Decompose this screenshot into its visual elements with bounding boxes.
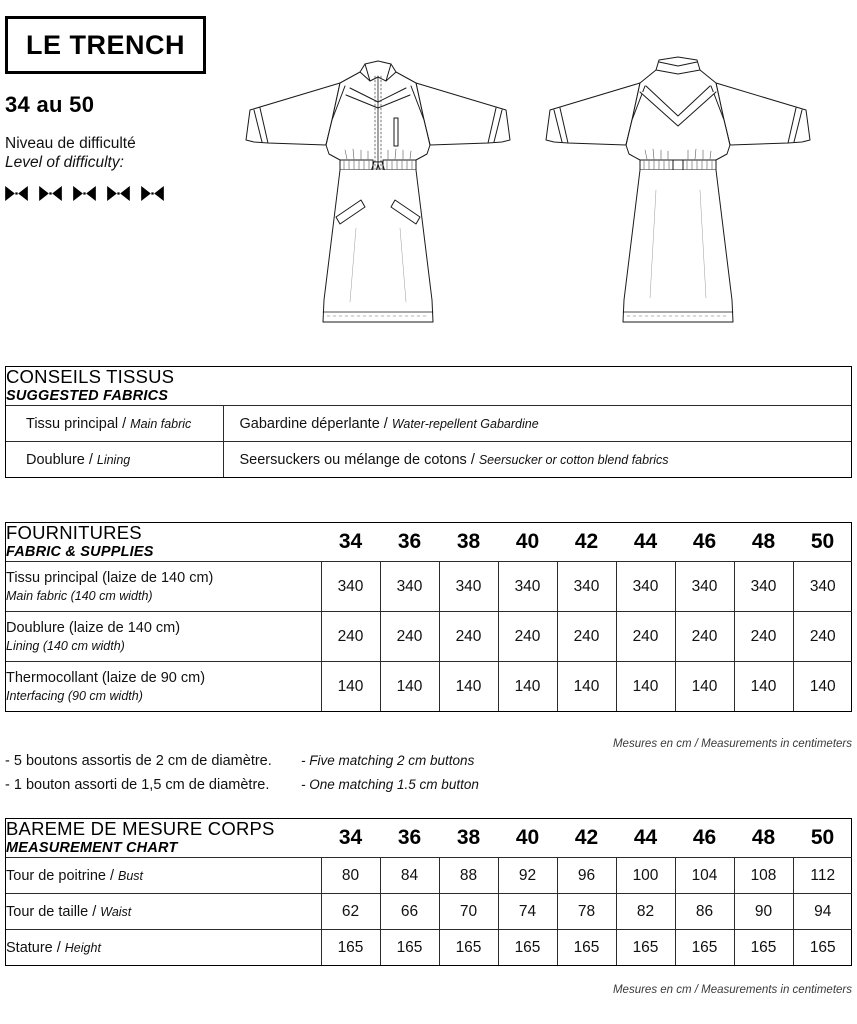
table-cell-value: 165 xyxy=(380,930,439,966)
table-row xyxy=(6,612,852,662)
row-label-en: Waist xyxy=(100,904,132,919)
table-cell-value: 108 xyxy=(734,858,793,894)
page-title: LE TRENCH xyxy=(26,29,185,60)
size-column-header: 38 xyxy=(456,530,481,554)
size-column-header: 34 xyxy=(338,826,363,850)
row-label xyxy=(6,612,321,662)
fabric-value-en: Seersucker or cotton blend fabrics xyxy=(478,452,669,467)
table-cell-value: 140 xyxy=(498,662,557,712)
label-separator: / xyxy=(122,415,127,432)
table-row xyxy=(6,562,852,612)
trench-front-technical-drawing xyxy=(228,50,528,325)
table-cell-value: 240 xyxy=(439,612,498,662)
table-cell-value: 96 xyxy=(557,858,616,894)
fabric-row-label-main xyxy=(6,406,223,442)
measurement-table-title-fr: BAREME DE MESURE CORPS xyxy=(6,818,275,839)
measurement-footnote: Mesures en cm / Measurements in centimeters xyxy=(612,984,852,996)
row-label-fr: Tissu principal (laize de 140 cm) xyxy=(6,570,214,587)
bowtie-icon xyxy=(5,185,28,202)
row-label-en: Height xyxy=(64,940,101,955)
row-label xyxy=(6,562,321,612)
value-separator: / xyxy=(383,415,388,432)
table-row xyxy=(6,930,852,966)
fabric-row-value-main xyxy=(223,406,851,442)
row-label xyxy=(6,858,321,894)
row-label xyxy=(6,930,321,966)
row-label-en: Main fabric (140 cm width) xyxy=(6,588,153,603)
suggested-fabrics-table xyxy=(5,366,852,478)
table-cell-value: 240 xyxy=(557,612,616,662)
fabric-label-fr: Tissu principal xyxy=(26,415,119,432)
size-column-header: 44 xyxy=(633,826,658,850)
table-cell-value: 140 xyxy=(675,662,734,712)
size-column-header: 48 xyxy=(751,530,776,554)
size-column-header: 46 xyxy=(692,826,717,850)
row-label-fr: Tour de poitrine xyxy=(6,867,106,884)
table-cell-value: 84 xyxy=(380,858,439,894)
table-cell-value: 86 xyxy=(675,894,734,930)
row-label-fr: Stature xyxy=(6,939,53,956)
label-separator: / xyxy=(56,939,61,956)
table-cell-value: 240 xyxy=(675,612,734,662)
table-cell-value: 165 xyxy=(439,930,498,966)
supplies-table-title-fr: FOURNITURES xyxy=(6,522,142,543)
table-cell-value: 62 xyxy=(321,894,380,930)
table-cell-value: 240 xyxy=(498,612,557,662)
measurement-table-title-en: MEASUREMENT CHART xyxy=(6,839,178,856)
size-column-header: 50 xyxy=(810,826,835,850)
row-label xyxy=(6,662,321,712)
row-label-en: Lining (140 cm width) xyxy=(6,638,125,653)
table-cell-value: 66 xyxy=(380,894,439,930)
table-cell-value: 165 xyxy=(793,930,852,966)
table-cell-value: 80 xyxy=(321,858,380,894)
row-label xyxy=(6,894,321,930)
table-cell-value: 140 xyxy=(616,662,675,712)
table-cell-value: 165 xyxy=(734,930,793,966)
value-separator: / xyxy=(470,451,475,468)
trench-back-technical-drawing xyxy=(528,50,828,325)
size-column-header: 40 xyxy=(515,826,540,850)
table-cell-value: 140 xyxy=(557,662,616,712)
pattern-title-box xyxy=(5,16,206,74)
size-column-header: 42 xyxy=(574,826,599,850)
table-cell-value: 240 xyxy=(793,612,852,662)
row-label-en: Bust xyxy=(117,868,143,883)
size-column-header: 48 xyxy=(751,826,776,850)
table-cell-value: 94 xyxy=(793,894,852,930)
table-row xyxy=(6,894,852,930)
fabric-row-label-lining xyxy=(6,442,223,478)
table-cell-value: 90 xyxy=(734,894,793,930)
table-cell-value: 88 xyxy=(439,858,498,894)
fabric-value-fr: Seersuckers ou mélange de cotons xyxy=(239,451,467,468)
fabric-table-header xyxy=(6,367,851,406)
fabric-row-value-lining xyxy=(223,442,851,478)
table-cell-value: 78 xyxy=(557,894,616,930)
size-column-header: 34 xyxy=(338,530,363,554)
technical-drawings xyxy=(228,50,853,325)
table-row xyxy=(6,406,851,442)
list-item xyxy=(5,776,525,795)
table-cell-value: 165 xyxy=(616,930,675,966)
table-cell-value: 140 xyxy=(793,662,852,712)
table-cell-value: 165 xyxy=(321,930,380,966)
table-cell-value: 340 xyxy=(439,562,498,612)
fabric-label-en: Lining xyxy=(96,452,131,467)
fabric-table-title-en: SUGGESTED FABRICS xyxy=(6,387,169,404)
bowtie-icon xyxy=(73,185,96,202)
table-cell-value: 140 xyxy=(734,662,793,712)
label-separator: / xyxy=(88,451,93,468)
row-label-fr: Doublure (laize de 140 cm) xyxy=(6,620,181,637)
table-cell-value: 340 xyxy=(557,562,616,612)
supplies-table-title-en: FABRIC & SUPPLIES xyxy=(6,543,154,560)
table-cell-value: 240 xyxy=(380,612,439,662)
header-block xyxy=(5,16,235,202)
fabric-value-en: Water-repellent Gabardine xyxy=(391,416,539,431)
supplies-table-header xyxy=(6,523,321,562)
fabric-value-fr: Gabardine déperlante xyxy=(239,415,380,432)
table-row xyxy=(6,858,852,894)
table-cell-value: 140 xyxy=(439,662,498,712)
label-separator: / xyxy=(92,903,97,920)
table-cell-value: 340 xyxy=(734,562,793,612)
measurement-table-header xyxy=(6,819,321,858)
note-text-en: - One matching 1.5 cm button xyxy=(301,776,479,792)
table-row xyxy=(6,662,852,712)
table-cell-value: 240 xyxy=(734,612,793,662)
table-cell-value: 165 xyxy=(498,930,557,966)
table-cell-value: 140 xyxy=(321,662,380,712)
bowtie-icon xyxy=(107,185,130,202)
table-cell-value: 100 xyxy=(616,858,675,894)
size-column-header: 38 xyxy=(456,826,481,850)
difficulty-rating xyxy=(5,185,235,202)
size-column-header: 42 xyxy=(574,530,599,554)
size-column-header: 50 xyxy=(810,530,835,554)
table-cell-value: 340 xyxy=(675,562,734,612)
note-text-en: - Five matching 2 cm buttons xyxy=(301,753,475,768)
table-cell-value: 240 xyxy=(616,612,675,662)
table-cell-value: 104 xyxy=(675,858,734,894)
size-column-header: 46 xyxy=(692,530,717,554)
bowtie-icon xyxy=(39,185,62,202)
table-cell-value: 112 xyxy=(793,858,852,894)
table-row xyxy=(6,442,851,478)
table-cell-value: 74 xyxy=(498,894,557,930)
table-cell-value: 140 xyxy=(380,662,439,712)
size-column-header: 44 xyxy=(633,530,658,554)
table-cell-value: 165 xyxy=(557,930,616,966)
size-column-header: 40 xyxy=(515,530,540,554)
note-text-fr: - 5 boutons assortis de 2 cm de diamètre. xyxy=(5,753,272,769)
table-cell-value: 340 xyxy=(380,562,439,612)
table-cell-value: 340 xyxy=(616,562,675,612)
supplies-footnote: Mesures en cm / Measurements in centimeters xyxy=(612,738,852,750)
table-cell-value: 240 xyxy=(321,612,380,662)
difficulty-label-en: Level of difficulty: xyxy=(5,154,124,172)
size-column-header: 36 xyxy=(397,826,422,850)
row-label-fr: Thermocollant (laize de 90 cm) xyxy=(6,670,206,687)
row-label-en: Interfacing (90 cm width) xyxy=(6,688,143,703)
size-column-header: 36 xyxy=(397,530,422,554)
table-cell-value: 165 xyxy=(675,930,734,966)
fabric-label-en: Main fabric xyxy=(130,416,192,431)
difficulty-label-fr: Niveau de difficulté xyxy=(5,135,136,152)
fabric-supplies-table xyxy=(5,522,852,712)
note-text-fr: - 1 bouton assorti de 1,5 cm de diamètre. xyxy=(5,776,270,793)
table-cell-value: 92 xyxy=(498,858,557,894)
fabric-table-title-fr: CONSEILS TISSUS xyxy=(6,366,175,387)
size-range-label: 34 au 50 xyxy=(5,92,95,117)
row-label-fr: Tour de taille xyxy=(6,903,89,920)
table-cell-value: 340 xyxy=(498,562,557,612)
table-cell-value: 82 xyxy=(616,894,675,930)
measurement-chart-table xyxy=(5,818,852,966)
supplies-notes xyxy=(5,752,525,800)
bowtie-icon xyxy=(141,185,164,202)
table-cell-value: 340 xyxy=(321,562,380,612)
table-cell-value: 340 xyxy=(793,562,852,612)
fabric-label-fr: Doublure xyxy=(26,451,85,468)
table-cell-value: 70 xyxy=(439,894,498,930)
label-separator: / xyxy=(109,867,114,884)
list-item xyxy=(5,752,525,771)
